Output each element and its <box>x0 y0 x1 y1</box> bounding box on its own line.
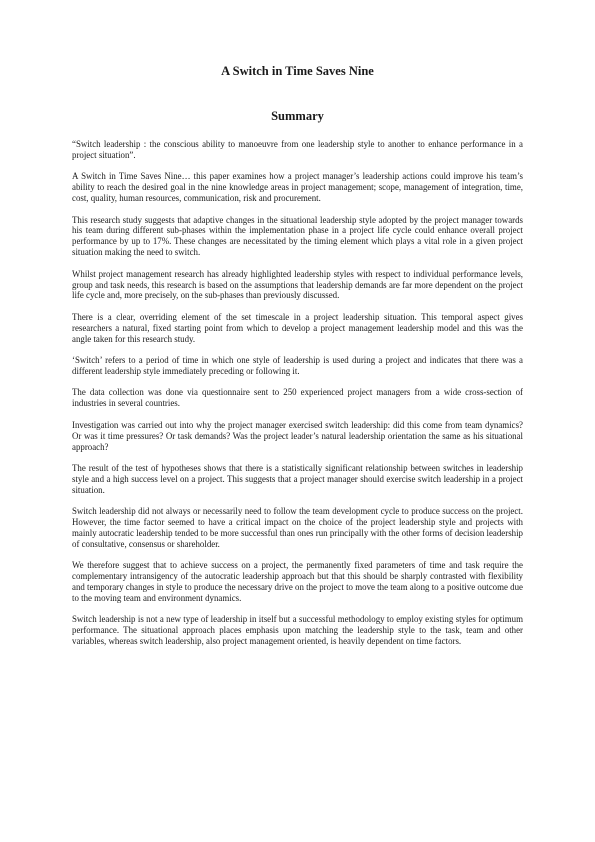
section-heading-summary: Summary <box>271 109 324 123</box>
paragraph-conclusion: Switch leadership is not a new type of leadership in itself but a successful methodology to employ existing styles for optimum performance. The situational approach places emphasis upon matching the leadership style to the task, team and other variables, whereas switch leadership, also project management oriented, is heavily dependent on time factors. <box>72 614 523 647</box>
document-title: A Switch in Time Saves Nine <box>221 64 374 78</box>
paragraph-prior-research: Whilst project management research has already highlighted leadership styles with respect to individual performance levels, group and task needs, this research is based on the assumptions that leadership demands are far more dependent on the project life cycle and, more precisely, on the sub-phases than previously discussed. <box>72 268 523 301</box>
paragraph-timescale: There is a clear, overriding element of the set timescale in a project leadership situation. This temporal aspect gives researchers a natural, fixed starting point from which to develop a project management leadership model and this was the angle taken for this research study. <box>72 311 523 344</box>
paragraph-study-suggestion: This research study suggests that adaptive changes in the situational leadership style adopted by the project manager towards his team during different sub-phases within the implementation phase in a project life cycle could enhance overall project performance by up to 17%. These changes are necessitated by the timing element which plays a vital role in a given project situation making the need to switch. <box>72 214 523 258</box>
paragraph-switch-definition: ‘Switch’ refers to a period of time in which one style of leadership is used during a project and indicates that there was a different leadership style immediately preceding or following it. <box>72 355 523 376</box>
paragraph-hypothesis-result: The result of the test of hypotheses shows that there is a statistically significant relationship between switches in leadership style and a high success level on a project. This suggests that a project manager should exercise switch leadership in a project situation. <box>72 462 523 495</box>
paragraph-data-collection: The data collection was done via questionnaire sent to 250 experienced project managers from a wide cross-section of industries in several countries. <box>72 387 523 409</box>
paragraph-definition: “Switch leadership : the conscious ability to manoeuvre from one leadership style to another to enhance performance in a project situation”. <box>72 139 523 160</box>
paragraph-suggestion: We therefore suggest that to achieve success on a project, the permanently fixed parameters of time and task require the complementary intransigency of the autocratic leadership approach but that this should be sharply contrasted with flexibility and temporary changes in style to produce the necessary drive on the project to move the team along to a positive outcome due to the moving team and environment dynamics. <box>72 560 523 603</box>
paragraph-intro: A Switch in Time Saves Nine… this paper examines how a project manager’s leadership actions could improve his team’s ability to reach the desired goal in the nine knowledge areas in project management; scope, management of integration, time, cost, quality, human resources, communication, risk and procurement. <box>72 171 523 204</box>
paragraph-investigation: Investigation was carried out into why the project manager exercised switch leadership: did this come from team dynamics? Or was it time pressures? Or task demands? Was the project leader’s natural leadership orientation the same as his situational approach? <box>72 419 523 452</box>
paragraph-team-development: Switch leadership did not always or necessarily need to follow the team development cycle to produce success on the project. However, the time factor seemed to have a critical impact on the choice of the project leadership style and projects with mainly autocratic leadership tended to be more successful than ones run principally with the other forms of decision leadership of consultative, consensus or shareholder. <box>72 506 523 549</box>
